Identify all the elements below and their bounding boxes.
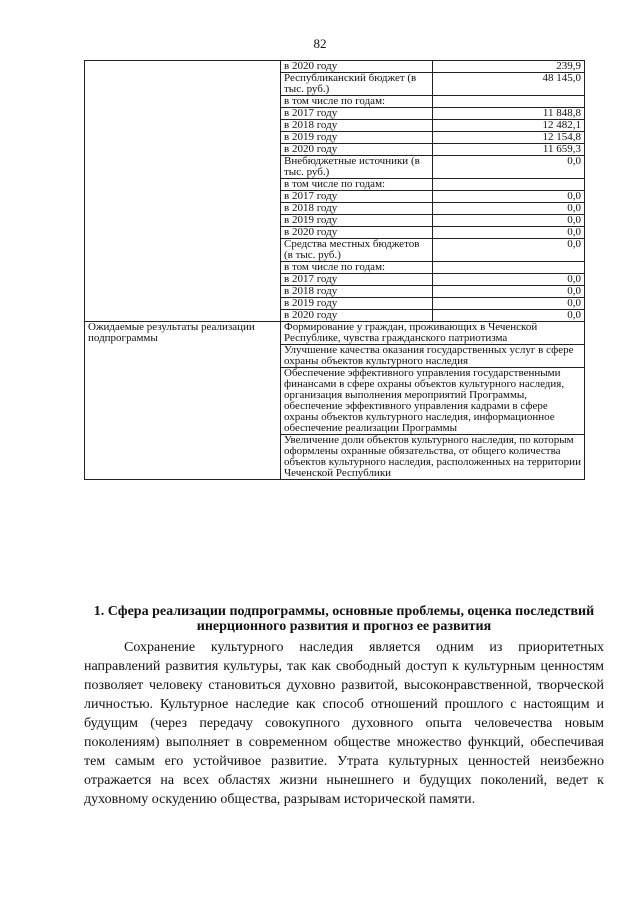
funding-value: 0,0 — [433, 298, 585, 310]
funding-table — [84, 60, 585, 480]
funding-value — [433, 96, 585, 108]
result-item: Формирование у граждан, проживающих в Чеченской Республике, чувства гражданского патриотизма — [281, 322, 585, 345]
body-paragraph: Сохранение культурного наследия является одним из приоритетных направлений развития культуры, так как свободный доступ к культурным ценностям позволяет человеку становиться духовно развитой, высоконравственной, творческой личностью. Культурное наследие как способ отношений прошлого с настоящим и будущим (через передачу совокупного духовного опыта человечества новым поколениям) выполняет в современном обществе множество функций, обеспечивая тем самым его устойчивое развитие. Утрата культурных ценностей неизбежно отражается на всех областях жизни нынешнего и будущих поколений, ведет к духовному оскудению общества, разрывам исторической памяти. — [84, 640, 604, 807]
funding-value: 239,9 — [433, 61, 585, 73]
page-number: 82 — [313, 36, 327, 51]
funding-label: Внебюджетные источники (в тыс. руб.) — [281, 156, 433, 179]
funding-value: 11 848,8 — [433, 108, 585, 120]
funding-value — [433, 262, 585, 274]
funding-value: 0,0 — [433, 239, 585, 262]
funding-value: 12 482,1 — [433, 120, 585, 132]
funding-label: в том числе по годам: — [281, 179, 433, 191]
funding-label: в 2019 году — [281, 215, 433, 227]
funding-label: в 2017 году — [281, 191, 433, 203]
funding-label: Республиканский бюджет (в тыс. руб.) — [281, 73, 433, 96]
funding-value: 0,0 — [433, 203, 585, 215]
result-row — [85, 322, 585, 345]
funding-label: в 2019 году — [281, 132, 433, 144]
funding-label: в 2020 году — [281, 61, 433, 73]
funding-label: в 2017 году — [281, 108, 433, 120]
result-item: Обеспечение эффективного управления государственными финансами в сфере охраны объектов культурного наследия, организация выполнения мероприятий Программы, обеспечение эффективного управления кадрами в сфере охраны объектов культурного наследия, информационное обеспечение реализации Программы — [281, 368, 585, 435]
funding-row — [85, 61, 585, 73]
funding-value: 0,0 — [433, 310, 585, 322]
funding-label: Средства местных бюджетов (в тыс. руб.) — [281, 239, 433, 262]
funding-label: в том числе по годам: — [281, 262, 433, 274]
funding-label: в том числе по годам: — [281, 96, 433, 108]
funding-value: 0,0 — [433, 156, 585, 179]
funding-label: в 2020 году — [281, 144, 433, 156]
funding-value: 12 154,8 — [433, 132, 585, 144]
funding-label: в 2020 году — [281, 227, 433, 239]
funding-value: 0,0 — [433, 274, 585, 286]
funding-value: 0,0 — [433, 286, 585, 298]
funding-label: в 2018 году — [281, 203, 433, 215]
funding-label: в 2019 году — [281, 298, 433, 310]
funding-value: 48 145,0 — [433, 73, 585, 96]
result-item: Улучшение качества оказания государственных услуг в сфере охраны объектов культурного наследия — [281, 345, 585, 368]
funding-label: в 2017 году — [281, 274, 433, 286]
funding-value: 11 659,3 — [433, 144, 585, 156]
funding-label: в 2020 году — [281, 310, 433, 322]
section-heading: 1. Сфера реализации подпрограммы, основные проблемы, оценка последствий инерционного развития и прогноз ее развития — [93, 604, 595, 634]
funding-value: 0,0 — [433, 191, 585, 203]
funding-label: в 2018 году — [281, 286, 433, 298]
funding-value: 0,0 — [433, 215, 585, 227]
funding-value — [433, 179, 585, 191]
funding-label: в 2018 году — [281, 120, 433, 132]
results-label: Ожидаемые результаты реализации подпрограммы — [85, 322, 281, 480]
funding-left-cell — [85, 61, 281, 322]
funding-value: 0,0 — [433, 227, 585, 239]
result-item: Увеличение доли объектов культурного наследия, по которым оформлены охранные обязательства, от общего количества объектов культурного наследия, расположенных на территории Чеченской Республики — [281, 435, 585, 480]
